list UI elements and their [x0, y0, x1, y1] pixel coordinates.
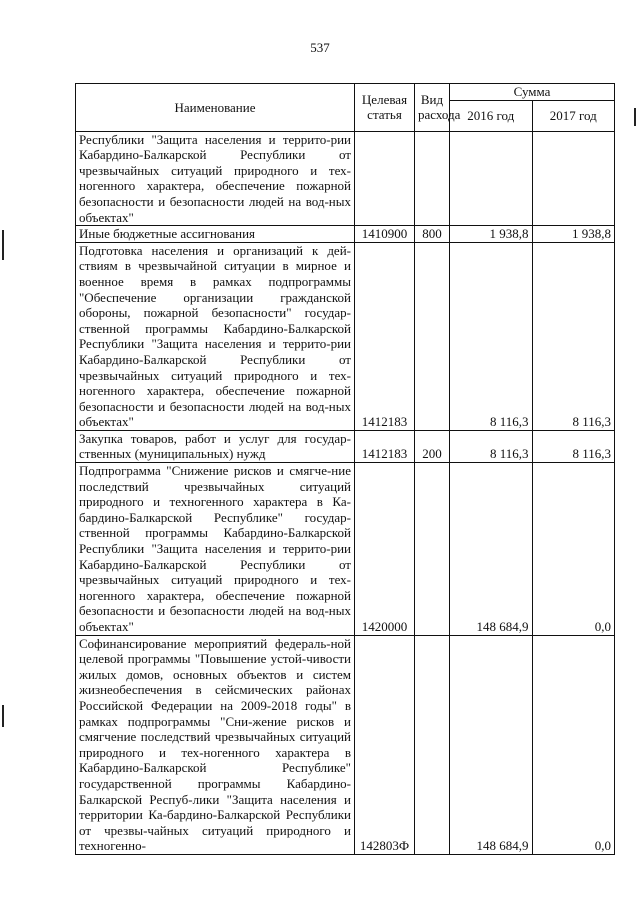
- row-amount-2016: 8 116,3: [450, 430, 533, 462]
- col-header-type: Вид расхода: [415, 84, 450, 132]
- row-expense-type: [415, 242, 450, 430]
- table-body: [76, 131, 615, 854]
- row-amount-2017: 8 116,3: [532, 430, 615, 462]
- row-expense-type: 200: [415, 430, 450, 462]
- row-expense-type: [415, 131, 450, 226]
- row-amount-2017: [532, 131, 615, 226]
- row-expense-type: 800: [415, 226, 450, 243]
- table-row: [76, 635, 615, 854]
- row-name: Подпрограмма "Снижение рисков и смягче-ние последствий чрезвычайных ситуаций природного и техногенного характера в Ка-бардино-Балкарской Республике" государ-ственной программы Кабардино-Балкарской Республики "Защита населения и террито-рии Кабардино-Балкарской Республики от чрезвычайных ситуаций природного и тех-ногенного характера, обеспечение пожарной безопасности и безопасности людей на вод-ных объектах": [76, 463, 355, 636]
- row-amount-2016: 148 684,9: [450, 635, 533, 854]
- col-header-target: Целевая статья: [355, 84, 415, 132]
- row-expense-type: [415, 635, 450, 854]
- col-header-2017: 2017 год: [532, 100, 615, 131]
- table-row: [76, 131, 615, 226]
- table-row: [76, 430, 615, 462]
- row-amount-2016: 148 684,9: [450, 463, 533, 636]
- row-amount-2017: 1 938,8: [532, 226, 615, 243]
- row-amount-2017: 0,0: [532, 463, 615, 636]
- row-target-code: 1420000: [355, 463, 415, 636]
- scan-edge-mark: [2, 705, 4, 727]
- row-amount-2016: [450, 131, 533, 226]
- budget-table: [75, 83, 615, 855]
- row-amount-2016: 8 116,3: [450, 242, 533, 430]
- row-target-code: 1412183: [355, 430, 415, 462]
- col-header-sum: Сумма: [450, 84, 615, 101]
- row-name: Иные бюджетные ассигнования: [76, 226, 355, 243]
- col-header-name: Наименование: [76, 84, 355, 132]
- row-amount-2017: 0,0: [532, 635, 615, 854]
- row-name: Закупка товаров, работ и услуг для государ-ственных (муниципальных) нужд: [76, 430, 355, 462]
- page-number: 537: [310, 40, 330, 55]
- col-header-2016: 2016 год: [450, 100, 533, 131]
- row-amount-2017: 8 116,3: [532, 242, 615, 430]
- row-name: Софинансирование мероприятий федераль-ной целевой программы "Повышение устой-чивости жилых домов, основных объектов и систем жизнеобеспечения в сейсмических районах Российской Федерации на 2009-2018 годы" в рамках подпрограммы "Сни-жение рисков и смягчение последствий чрезвычайных ситуаций природного и тех-ногенного характера в Кабардино-Балкарской Республике" государственной программы Кабардино-Балкарской Респуб-лики "Защита населения и территории Ка-бардино-Балкарской Республики от чрезвы-чайных ситуаций природного и техногенно-: [76, 635, 355, 854]
- row-target-code: 1410900: [355, 226, 415, 243]
- row-target-code: [355, 131, 415, 226]
- table-row: [76, 463, 615, 636]
- row-target-code: 1412183: [355, 242, 415, 430]
- scan-edge-mark: [634, 108, 636, 126]
- row-amount-2016: 1 938,8: [450, 226, 533, 243]
- scan-edge-mark: [2, 230, 4, 260]
- table-row: [76, 226, 615, 243]
- row-target-code: 142803Ф: [355, 635, 415, 854]
- row-expense-type: [415, 463, 450, 636]
- row-name: Подготовка населения и организаций к дей-ствиям в чрезвычайной ситуации в мирное и военное время в рамках подпрограммы "Обеспечение организации гражданской обороны, пожарной безопасности" государ-ственной программы Кабардино-Балкарской Республики "Защита населения и террито-рии Кабардино-Балкарской Республики от чрезвычайных ситуаций природного и тех-ногенного характера, обеспечение пожарной безопасности и безопасности людей на вод-ных объектах": [76, 242, 355, 430]
- table-header-row: [76, 84, 615, 101]
- row-name: Республики "Защита населения и террито-рии Кабардино-Балкарской Республики от чрезвычайных ситуаций природного и тех-ногенного характера, обеспечение пожарной безопасности и безопасности людей на вод-ных объектах": [76, 131, 355, 226]
- table-row: [76, 242, 615, 430]
